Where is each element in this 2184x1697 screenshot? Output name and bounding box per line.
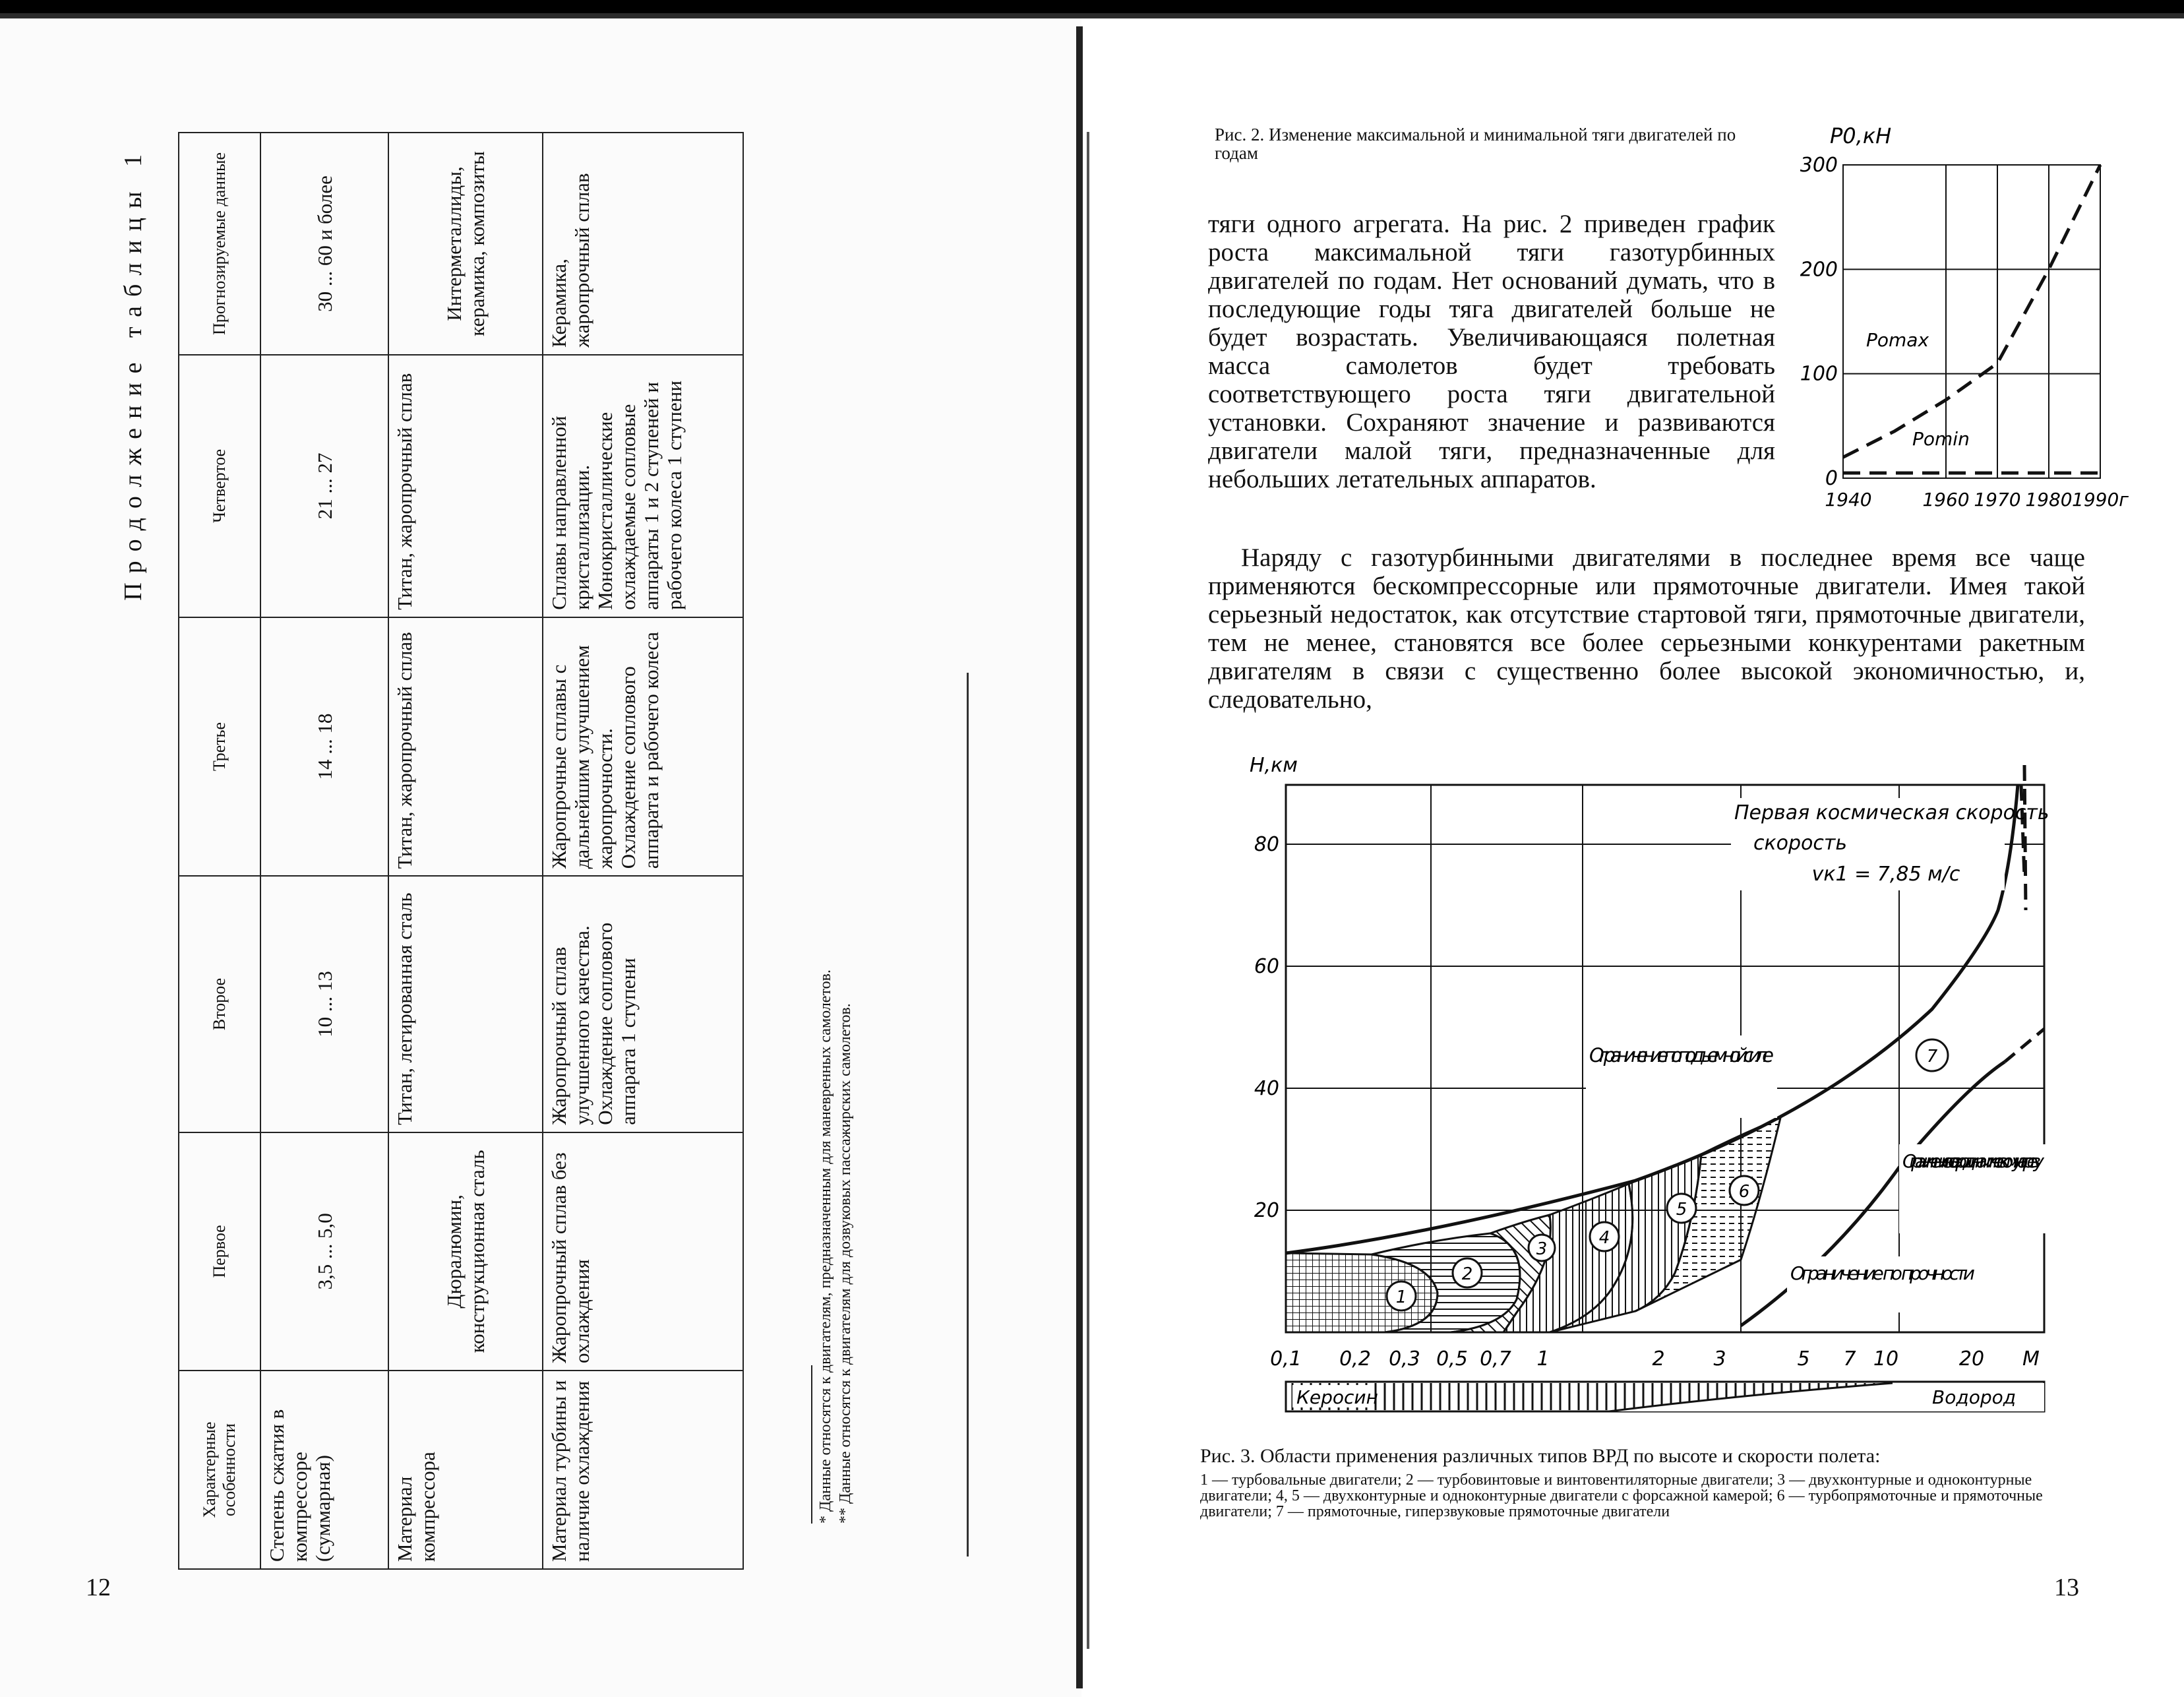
book-spine-shadow <box>1087 132 1089 1649</box>
table-cell: Материал турбины и наличие охлаждения <box>543 1371 743 1569</box>
table-row <box>388 133 543 1569</box>
fig2-chart <box>1780 122 2129 524</box>
fig2-ylabel: P0,кН <box>1830 123 1892 148</box>
svg-text:3: 3 <box>1536 1239 1548 1259</box>
y-tick-label: 100 <box>1800 362 1838 386</box>
x-tick-label: 0,7 <box>1480 1347 1511 1371</box>
fig3-chart <box>1240 745 2097 1438</box>
table-cell: Титан, жаропрочный сплав <box>388 617 543 876</box>
table-cell: 30 ... 60 и более <box>260 133 388 355</box>
y-tick-label: 80 <box>1254 833 1279 856</box>
page-number-left: 12 <box>86 1574 111 1601</box>
col-header: Характерные особенности <box>179 1371 260 1569</box>
table-cell: 10 ... 13 <box>260 876 388 1132</box>
table-cell: Интерметаллиды, керамика, композиты <box>388 133 543 355</box>
table-cell: Титан, жаропрочный сплав <box>388 355 543 617</box>
svg-text:6: 6 <box>1738 1182 1750 1202</box>
table-cell: Жаропрочный сплав без охлаждения <box>543 1132 743 1371</box>
annotation: Ограничение по прочности <box>1790 1262 1975 1284</box>
svg-text:4: 4 <box>1598 1228 1610 1248</box>
table-cell: Дюралюмин, конструкционная сталь <box>388 1132 543 1371</box>
fig2-caption: Рис. 2. Изменение максимальной и минимальной тяги двигателей по годам <box>1215 125 1736 163</box>
y-tick-label: 300 <box>1800 154 1838 177</box>
series-label-min: Pomin <box>1912 428 1970 450</box>
y-tick-label: 40 <box>1254 1077 1279 1100</box>
col-header: Прогнозируемые данные <box>179 133 260 355</box>
annotation: Ограничение по аэродинамическому нагреву <box>1902 1150 2044 1172</box>
x-tick-label: 1990г <box>2072 489 2129 510</box>
table-header-row <box>179 133 260 1569</box>
table-cell: 3,5 ... 5,0 <box>260 1132 388 1371</box>
x-tick-label: 1 <box>1536 1347 1550 1371</box>
page-number-right: 13 <box>2054 1574 2079 1601</box>
table-row <box>260 133 388 1569</box>
svg-text:2: 2 <box>1461 1264 1473 1284</box>
table-cell: Жаропрочный сплав улучшенного качества. Охлаждение соплового аппарата 1 ступени <box>543 876 743 1132</box>
y-tick-label: 60 <box>1254 955 1279 978</box>
fuel-label-left: Керосин <box>1296 1386 1378 1408</box>
top-edge <box>0 0 2184 13</box>
col-header: Второе <box>179 876 260 1132</box>
fuel-label-right: Водород <box>1932 1386 2017 1408</box>
table-cell: 14 ... 18 <box>260 617 388 876</box>
footnotes-area <box>811 673 890 1530</box>
svg-text:1: 1 <box>1395 1287 1407 1307</box>
series-line-max <box>1843 165 2100 457</box>
properties-table <box>178 132 744 1570</box>
x-tick-label: 1970 <box>1974 489 2021 510</box>
table-cell: Материал компрессора <box>388 1371 543 1569</box>
x-tick-label: 1960 <box>1922 489 1970 510</box>
col-header: Четвертое <box>179 355 260 617</box>
x-tick-label: 0,5 <box>1436 1347 1468 1371</box>
table-row <box>543 133 743 1569</box>
table-cell: Сплавы направленной кристаллизации. Монокристаллические охлаждаемые сопловые аппараты 1 и 2 ступеней и рабочего колеса 1 ступени <box>543 355 743 617</box>
x-tick-label: 10 <box>1873 1347 1899 1371</box>
x-tick-label: 0,3 <box>1389 1347 1420 1371</box>
left-page-rule <box>967 673 969 1557</box>
annotation: Первая космическая скорость <box>1734 801 2049 824</box>
svg-text:7: 7 <box>1926 1047 1938 1066</box>
x-tick-label: 2 <box>1652 1347 1665 1371</box>
x-tick-label: 0,2 <box>1339 1347 1371 1371</box>
plot-frame <box>1843 165 2100 478</box>
fig3-caption: Рис. 3. Области применения различных типов ВРД по высоте и скорости полета: <box>1200 1445 1881 1467</box>
y-tick-label: 200 <box>1800 258 1838 282</box>
x-tick-label: 3 <box>1713 1347 1726 1371</box>
x-tick-label: 5 <box>1797 1347 1810 1371</box>
x-tick-label: 0,1 <box>1270 1347 1302 1371</box>
rotated-table-area <box>119 132 870 1570</box>
top-edge-shadow <box>0 13 2184 18</box>
footnote: ** Данные относятся к двигателям для дозвуковых пассажирских самолетов. <box>837 1003 854 1524</box>
paragraph: тяги одного агрегата. На рис. 2 приведен график роста максимальной тяги газотурбинных двигателей по годам. Нет оснований думать, что в последующие годы тяга двигателей больше не будет возрастать. Увеличивающаяся полетная масса самолетов будет требовать соответствующего роста тяги двигательной установки. Сохраняют значение и развиваются двигатели малой тяги, предназначенные для небольших летательных аппаратов. <box>1208 210 1775 493</box>
annotation-speed-label: скорость <box>1753 832 1848 855</box>
footnote-rule <box>811 1365 812 1524</box>
y-tick-label: 0 <box>1825 467 1838 490</box>
table-cell: Жаропрочные сплавы с дальнейшим улучшением жаропрочности. Охлаждение соплового аппарата и рабочего колеса <box>543 617 743 876</box>
x-tick-label: 20 <box>1958 1347 1985 1371</box>
fig3-ylabel: Н,км <box>1250 754 1298 777</box>
table-cell: Керамика, жаропрочный сплав <box>543 133 743 355</box>
x-tick-label: 1980 <box>2025 489 2073 510</box>
book-spine <box>1076 26 1083 1688</box>
annotation: Ограничение по подъемной силе <box>1589 1044 1774 1066</box>
table-cell: Титан, легированная сталь <box>388 876 543 1132</box>
table-cell: 21 ... 27 <box>260 355 388 617</box>
col-header: Первое <box>179 1132 260 1371</box>
x-tick-label: M <box>2022 1347 2040 1371</box>
footnote: * Данные относятся к двигателям, предназначенным для маневренных самолетов. <box>817 970 834 1524</box>
table-caption: Продолжение таблицы 1 <box>119 145 147 601</box>
series-label-max: Pomax <box>1866 329 1929 351</box>
table-cell: Степень сжатия в компрессоре (суммарная) <box>260 1371 388 1569</box>
col-header: Третье <box>179 617 260 876</box>
svg-text:5: 5 <box>1676 1200 1687 1219</box>
x-tick-label: 7 <box>1843 1347 1856 1371</box>
annotation: vк1 = 7,85 м/с <box>1811 863 1960 886</box>
x-tick-label: 1940 <box>1825 489 1872 510</box>
paragraph: Наряду с газотурбинными двигателями в последнее время все чаще применяются бескомпрессорные или прямоточные двигатели. Имея такой серьезный недостаток, как отсутствие стартовой тяги, прямоточные двигатели, тем не менее, становятся все более серьезными конкурентами ракетным двигателям в связи с существенно более высокой экономичностью, и, следовательно, <box>1208 543 2085 714</box>
fig3-legend: 1 — турбовальные двигатели; 2 — турбовинтовые и винтовентиляторные двигатели; 3 — двухконтурные и одноконтурные двигатели; 4, 5 — двухконтурные и одноконтурные двигатели с форсажной камерой; 6 — турбопрямоточные и прямоточные двигатели; 7 — прямоточные, гиперзвуковые прямоточные двигатели <box>1200 1471 2043 1520</box>
y-tick-label: 20 <box>1254 1199 1279 1222</box>
